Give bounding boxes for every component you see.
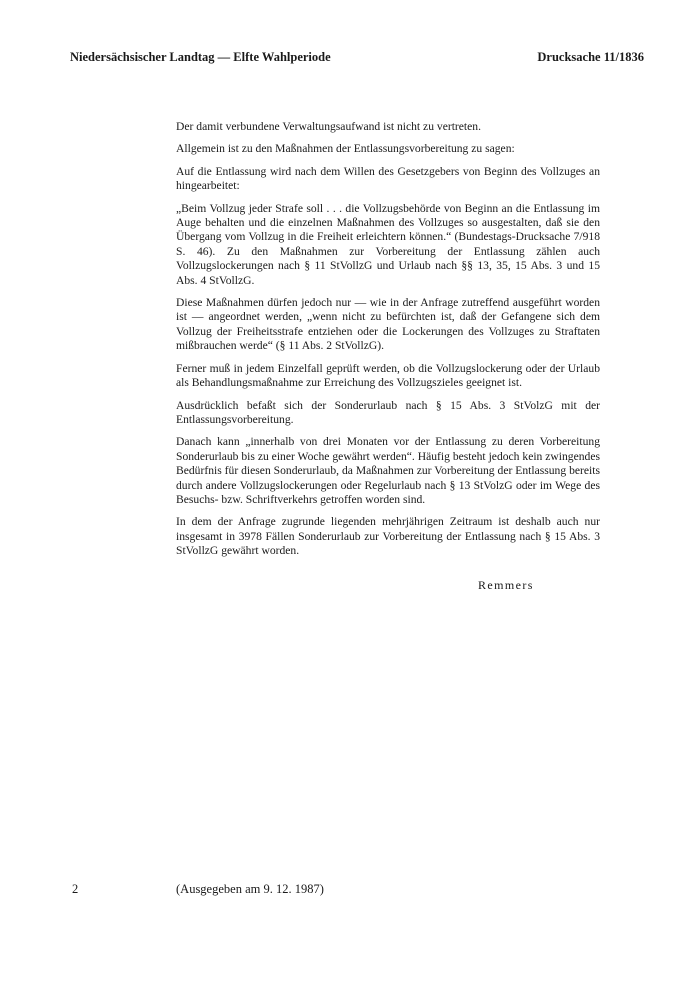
- paragraph: In dem der Anfrage zugrunde liegenden mehrjährigen Zeitraum ist deshalb auch nur insgesamt in 3978 Fällen Sonderurlaub zur Vorbereitung der Entlassung nach § 15 Abs. 3 StVollzG gewährt worden.: [176, 515, 600, 558]
- signature: Remmers: [478, 578, 534, 592]
- paragraph: Allgemein ist zu den Maßnahmen der Entlassungsvorbereitung zu sagen:: [176, 142, 515, 156]
- page-header: [70, 50, 644, 65]
- paragraph: Danach kann „innerhalb von drei Monaten vor der Entlassung zu deren Vorbereitung Sonderurlaub bis zu einer Woche gewährt werden“. Häufig besteht jedoch kein zwingendes Bedürfnis für diesen Sonderurlaub, da Maßnahmen zur Vorbereitung der Entlassung bereits durch andere Vollzugslockerungen oder Regelurlaub nach § 13 StVolzG oder im Wege des Besuchs- bzw. Schriftverkehrs getroffen worden sind.: [176, 435, 600, 506]
- paragraph: Diese Maßnahmen dürfen jedoch nur — wie in der Anfrage zutreffend ausgeführt worden ist — angeordnet werden, „wenn nicht zu befürchten ist, daß der Gefangene sich dem Vollzug der Freiheitsstrafe entziehen oder die Lockerungen des Vollzuges zu Straftaten mißbrauchen werde“ (§ 11 Abs. 2 StVollzG).: [176, 296, 600, 353]
- page-number: 2: [72, 882, 79, 896]
- paragraph: Ferner muß in jedem Einzelfall geprüft werden, ob die Vollzugslockerung oder der Urlaub als Behandlungsmaßnahme zur Erreichung des Vollzugszieles geeignet ist.: [176, 361, 600, 390]
- quoted-paragraph: „Beim Vollzug jeder Strafe soll . . . die Vollzugsbehörde von Beginn an die Entlassung im Auge behalten und die einzelnen Maßnahmen des Vollzuges so ausgestalten, daß sie den Übergang vom Vollzug in die Freiheit erleichtern können.“ (Bundestags-Drucksache 7/918 S. 46). Zu den Maßnahmen zur Vorbereitung der Entlassung zählen auch Vollzugslockerungen nach § 11 StVollzG und Urlaub nach §§ 13, 35, 15 Abs. 3 und 15 Abs. 4 StVollzG.: [176, 201, 600, 287]
- paragraph: Auf die Entlassung wird nach dem Willen des Gesetzgebers von Beginn des Vollzuges an hingearbeitet:: [176, 164, 600, 193]
- header-title: Niedersächsischer Landtag — Elfte Wahlperiode: [70, 50, 331, 64]
- document-number: Drucksache 11/1836: [537, 50, 644, 64]
- paragraph: Ausdrücklich befaßt sich der Sonderurlaub nach § 15 Abs. 3 StVolzG mit der Entlassungsvorbereitung.: [176, 398, 600, 426]
- issue-date: (Ausgegeben am 9. 12. 1987): [176, 882, 324, 896]
- paragraph: Der damit verbundene Verwaltungsaufwand ist nicht zu vertreten.: [176, 120, 481, 133]
- document-body: [176, 120, 600, 567]
